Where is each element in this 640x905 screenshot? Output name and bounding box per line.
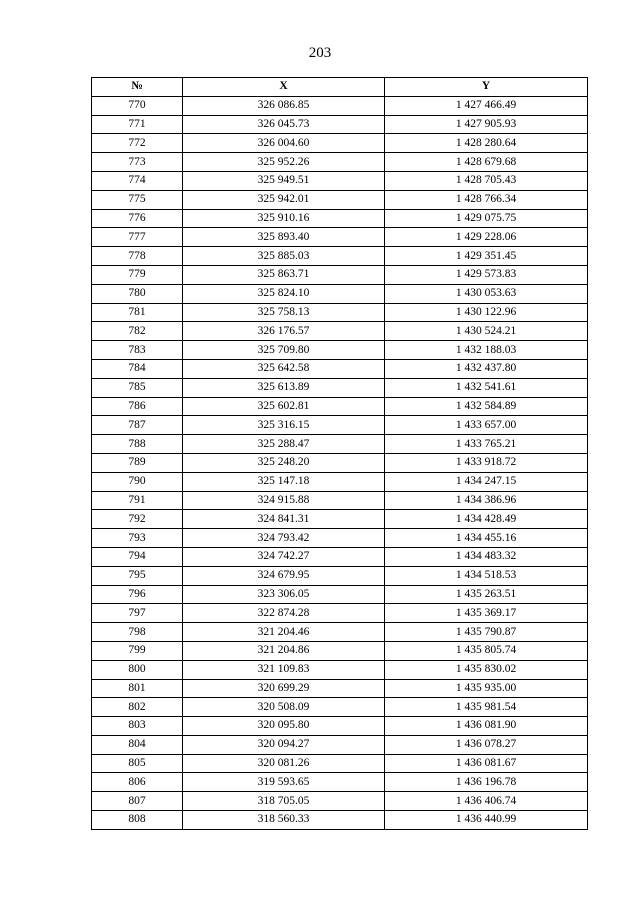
table-row — [92, 303, 588, 322]
cell-number: 781 — [92, 303, 183, 322]
table-row — [92, 623, 588, 642]
cell-x: 325 949.51 — [183, 171, 385, 190]
table-row — [92, 397, 588, 416]
cell-x: 325 316.15 — [183, 416, 385, 435]
cell-y: 1 436 078.27 — [385, 735, 588, 754]
cell-y: 1 428 705.43 — [385, 171, 588, 190]
table-row — [92, 265, 588, 284]
cell-number: 799 — [92, 641, 183, 660]
cell-y: 1 430 122.96 — [385, 303, 588, 322]
header-y: Y — [385, 78, 588, 97]
cell-x: 325 863.71 — [183, 265, 385, 284]
cell-x: 324 679.95 — [183, 566, 385, 585]
cell-number: 774 — [92, 171, 183, 190]
table-body — [92, 96, 588, 829]
table-row — [92, 529, 588, 548]
cell-y: 1 432 541.61 — [385, 378, 588, 397]
cell-x: 325 893.40 — [183, 228, 385, 247]
table-row — [92, 792, 588, 811]
cell-y: 1 433 918.72 — [385, 453, 588, 472]
table-row — [92, 472, 588, 491]
table-row — [92, 322, 588, 341]
cell-number: 784 — [92, 359, 183, 378]
table-row — [92, 190, 588, 209]
table-row — [92, 566, 588, 585]
header-x: X — [183, 78, 385, 97]
cell-x: 325 885.03 — [183, 247, 385, 266]
cell-number: 807 — [92, 792, 183, 811]
cell-x: 318 705.05 — [183, 792, 385, 811]
cell-number: 780 — [92, 284, 183, 303]
cell-x: 325 248.20 — [183, 453, 385, 472]
cell-number: 786 — [92, 397, 183, 416]
table-row — [92, 660, 588, 679]
cell-x: 325 642.58 — [183, 359, 385, 378]
cell-y: 1 430 053.63 — [385, 284, 588, 303]
cell-number: 782 — [92, 322, 183, 341]
table-row — [92, 773, 588, 792]
table-row — [92, 171, 588, 190]
table-row — [92, 491, 588, 510]
cell-number: 778 — [92, 247, 183, 266]
cell-number: 789 — [92, 453, 183, 472]
table-row — [92, 754, 588, 773]
cell-number: 788 — [92, 435, 183, 454]
cell-x: 320 081.26 — [183, 754, 385, 773]
cell-x: 319 593.65 — [183, 773, 385, 792]
table-row — [92, 717, 588, 736]
cell-y: 1 429 573.83 — [385, 265, 588, 284]
cell-number: 808 — [92, 811, 183, 830]
cell-number: 796 — [92, 585, 183, 604]
cell-y: 1 434 483.32 — [385, 547, 588, 566]
table-row — [92, 359, 588, 378]
cell-x: 325 824.10 — [183, 284, 385, 303]
header-row — [92, 78, 588, 97]
table-row — [92, 435, 588, 454]
cell-number: 794 — [92, 547, 183, 566]
cell-x: 326 045.73 — [183, 115, 385, 134]
cell-x: 325 952.26 — [183, 153, 385, 172]
cell-x: 322 874.28 — [183, 604, 385, 623]
header-number: № — [92, 78, 183, 97]
cell-number: 801 — [92, 679, 183, 698]
cell-number: 804 — [92, 735, 183, 754]
cell-y: 1 430 524.21 — [385, 322, 588, 341]
cell-x: 324 742.27 — [183, 547, 385, 566]
cell-x: 325 288.47 — [183, 435, 385, 454]
cell-y: 1 436 440.99 — [385, 811, 588, 830]
cell-x: 320 094.27 — [183, 735, 385, 754]
cell-number: 770 — [92, 96, 183, 115]
cell-y: 1 435 790.87 — [385, 623, 588, 642]
cell-x: 321 204.86 — [183, 641, 385, 660]
cell-y: 1 428 280.64 — [385, 134, 588, 153]
cell-y: 1 435 263.51 — [385, 585, 588, 604]
table-row — [92, 453, 588, 472]
cell-x: 326 176.57 — [183, 322, 385, 341]
cell-number: 779 — [92, 265, 183, 284]
coordinates-table — [91, 77, 588, 830]
cell-number: 783 — [92, 341, 183, 360]
cell-number: 777 — [92, 228, 183, 247]
cell-number: 803 — [92, 717, 183, 736]
cell-x: 324 915.88 — [183, 491, 385, 510]
table-row — [92, 134, 588, 153]
page-number: 203 — [308, 45, 332, 61]
cell-y: 1 429 351.45 — [385, 247, 588, 266]
table-row — [92, 228, 588, 247]
cell-y: 1 434 455.16 — [385, 529, 588, 548]
cell-number: 773 — [92, 153, 183, 172]
cell-x: 325 942.01 — [183, 190, 385, 209]
cell-number: 792 — [92, 510, 183, 529]
cell-x: 325 758.13 — [183, 303, 385, 322]
cell-y: 1 428 679.68 — [385, 153, 588, 172]
cell-y: 1 432 437.80 — [385, 359, 588, 378]
table-row — [92, 416, 588, 435]
cell-y: 1 433 765.21 — [385, 435, 588, 454]
cell-y: 1 436 406.74 — [385, 792, 588, 811]
table-row — [92, 510, 588, 529]
cell-x: 325 147.18 — [183, 472, 385, 491]
table-row — [92, 641, 588, 660]
cell-x: 326 086.85 — [183, 96, 385, 115]
cell-x: 325 910.16 — [183, 209, 385, 228]
cell-number: 806 — [92, 773, 183, 792]
table-row — [92, 247, 588, 266]
table-row — [92, 585, 588, 604]
cell-number: 776 — [92, 209, 183, 228]
table-row — [92, 679, 588, 698]
table-row — [92, 115, 588, 134]
cell-x: 321 204.46 — [183, 623, 385, 642]
cell-x: 325 709.80 — [183, 341, 385, 360]
cell-y: 1 434 518.53 — [385, 566, 588, 585]
cell-number: 793 — [92, 529, 183, 548]
table-row — [92, 341, 588, 360]
cell-y: 1 435 935.00 — [385, 679, 588, 698]
cell-x: 325 613.89 — [183, 378, 385, 397]
cell-number: 798 — [92, 623, 183, 642]
cell-y: 1 436 081.90 — [385, 717, 588, 736]
table-row — [92, 378, 588, 397]
cell-x: 320 508.09 — [183, 698, 385, 717]
cell-number: 795 — [92, 566, 183, 585]
cell-y: 1 436 196.78 — [385, 773, 588, 792]
cell-y: 1 429 228.06 — [385, 228, 588, 247]
table-row — [92, 604, 588, 623]
cell-y: 1 433 657.00 — [385, 416, 588, 435]
cell-x: 324 793.42 — [183, 529, 385, 548]
table-row — [92, 698, 588, 717]
cell-number: 785 — [92, 378, 183, 397]
cell-number: 797 — [92, 604, 183, 623]
table-row — [92, 209, 588, 228]
cell-y: 1 428 766.34 — [385, 190, 588, 209]
cell-number: 775 — [92, 190, 183, 209]
cell-y: 1 434 428.49 — [385, 510, 588, 529]
cell-number: 800 — [92, 660, 183, 679]
cell-y: 1 435 805.74 — [385, 641, 588, 660]
cell-x: 324 841.31 — [183, 510, 385, 529]
cell-number: 791 — [92, 491, 183, 510]
table-row — [92, 735, 588, 754]
cell-y: 1 435 981.54 — [385, 698, 588, 717]
cell-number: 772 — [92, 134, 183, 153]
cell-y: 1 436 081.67 — [385, 754, 588, 773]
cell-y: 1 434 247.15 — [385, 472, 588, 491]
table-row — [92, 811, 588, 830]
cell-x: 321 109.83 — [183, 660, 385, 679]
cell-y: 1 432 584.89 — [385, 397, 588, 416]
cell-y: 1 429 075.75 — [385, 209, 588, 228]
cell-number: 805 — [92, 754, 183, 773]
cell-x: 325 602.81 — [183, 397, 385, 416]
cell-number: 787 — [92, 416, 183, 435]
cell-y: 1 435 830.02 — [385, 660, 588, 679]
cell-number: 802 — [92, 698, 183, 717]
cell-y: 1 434 386.96 — [385, 491, 588, 510]
table-row — [92, 547, 588, 566]
cell-y: 1 427 466.49 — [385, 96, 588, 115]
cell-y: 1 427 905.93 — [385, 115, 588, 134]
table-row — [92, 96, 588, 115]
cell-x: 318 560.33 — [183, 811, 385, 830]
cell-x: 320 699.29 — [183, 679, 385, 698]
cell-x: 320 095.80 — [183, 717, 385, 736]
table-row — [92, 153, 588, 172]
cell-number: 790 — [92, 472, 183, 491]
cell-number: 771 — [92, 115, 183, 134]
table-header — [92, 78, 588, 97]
table-row — [92, 284, 588, 303]
cell-x: 323 306.05 — [183, 585, 385, 604]
cell-x: 326 004.60 — [183, 134, 385, 153]
cell-y: 1 432 188.03 — [385, 341, 588, 360]
cell-y: 1 435 369.17 — [385, 604, 588, 623]
